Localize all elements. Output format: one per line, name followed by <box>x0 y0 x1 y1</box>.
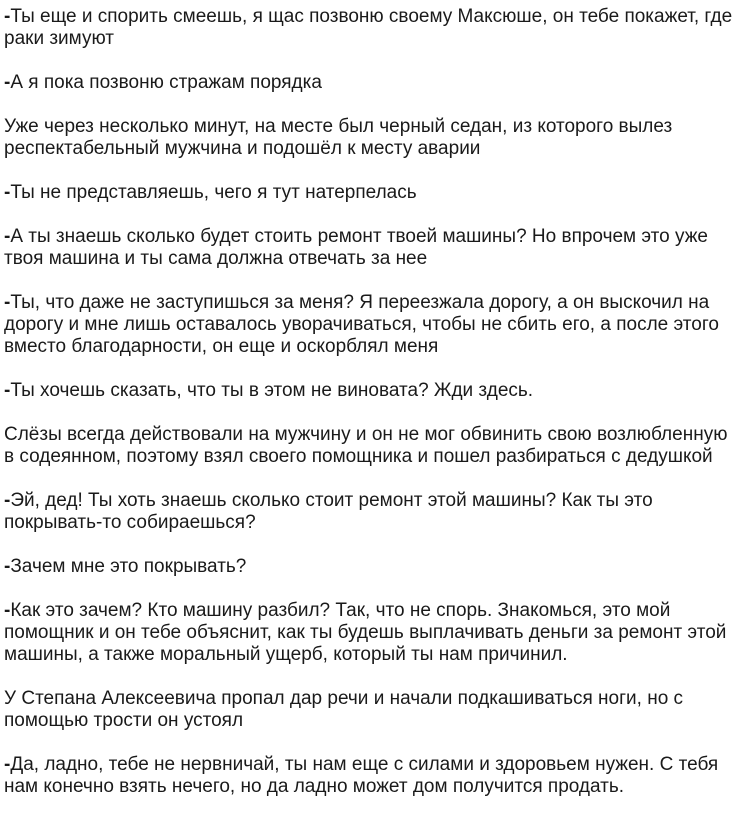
paragraph <box>4 600 739 666</box>
paragraph-text: А ты знаешь сколько будет стоить ремонт твоей машины? Но впрочем это уже твоя машина и ты сама должна отвечать за нее <box>4 226 708 269</box>
paragraph <box>4 72 739 94</box>
paragraph <box>4 116 739 160</box>
paragraph-text: Слёзы всегда действовали на мужчину и он не мог обвинить свою возлюбленную в содеянном, поэтому взял своего помощника и пошел разбираться с дедушкой <box>4 424 728 467</box>
paragraph <box>4 424 739 468</box>
paragraph <box>4 556 739 578</box>
paragraph <box>4 226 739 270</box>
paragraph <box>4 6 739 50</box>
dialogue-dash: - <box>4 754 11 775</box>
dialogue-dash: - <box>4 182 11 203</box>
dialogue-dash: - <box>4 226 11 247</box>
paragraph-text: Да, ладно, тебе не нервничай, ты нам еще с силами и здоровьем нужен. С тебя нам конечно взять нечего, но да ладно может дом получится продать. <box>4 754 719 797</box>
paragraph <box>4 688 739 732</box>
dialogue-dash: - <box>4 556 11 577</box>
dialogue-dash: - <box>4 600 11 621</box>
dialogue-dash: - <box>4 6 11 27</box>
dialogue-dash: - <box>4 292 11 313</box>
paragraph-text: Как это зачем? Кто машину разбил? Так, что не спорь. Знакомься, это мой помощник и он тебе объяснит, как ты будешь выплачивать деньги за ремонт этой машины, а также моральный ущерб, который ты нам причинил. <box>4 600 727 665</box>
paragraph-text: Ты не представляешь, чего я тут натерпелась <box>10 182 417 203</box>
paragraph-text: У Степана Алексеевича пропал дар речи и начали подкашиваться ноги, но с помощью трости он устоял <box>4 688 684 731</box>
paragraph <box>4 490 739 534</box>
paragraph <box>4 380 739 402</box>
paragraph <box>4 754 739 798</box>
paragraph <box>4 182 739 204</box>
paragraph-text: Зачем мне это покрывать? <box>10 556 247 577</box>
paragraph-text: Ты, что даже не заступишься за меня? Я переезжала дорогу, а он выскочил на дорогу и мне лишь оставалось уворачиваться, чтобы не сбить его, а после этого вместо благодарности, он еще и оскорблял меня <box>4 292 719 357</box>
dialogue-dash: - <box>4 490 11 511</box>
paragraph-text: Ты хочешь сказать, что ты в этом не виновата? Жди здесь. <box>10 380 534 401</box>
dialogue-dash: - <box>4 380 11 401</box>
paragraph <box>4 292 739 358</box>
paragraph-text: Уже через несколько минут, на месте был черный седан, из которого вылез респектабельный мужчина и подошёл к месту аварии <box>4 116 673 159</box>
paragraph-text: Эй, дед! Ты хоть знаешь сколько стоит ремонт этой машины? Как ты это покрывать-то собираешься? <box>4 490 653 533</box>
document-body <box>0 6 739 798</box>
paragraph-text: Ты еще и спорить смеешь, я щас позвоню своему Максюше, он тебе покажет, где раки зимуют <box>4 6 733 49</box>
dialogue-dash: - <box>4 72 11 93</box>
paragraph-text: А я пока позвоню стражам порядка <box>10 72 322 93</box>
